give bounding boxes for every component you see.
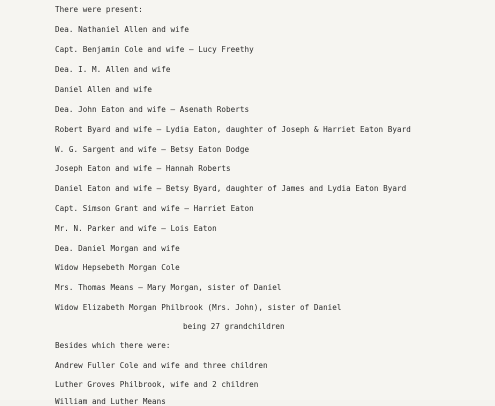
attendee-line: Widow Hepsebeth Morgan Cole [55,263,180,272]
attendee-line: Joseph Eaton and wife – Hannah Roberts [55,164,231,173]
attendee-line: Daniel Eaton and wife – Betsy Byard, daughter of James and Lydia Eaton Byard [55,184,407,193]
attendee-line: Mrs. Thomas Means – Mary Morgan, sister of Daniel [55,283,282,292]
additional-line: Andrew Fuller Cole and wife and three children [55,361,268,370]
attendee-line: Mr. N. Parker and wife – Lois Eaton [55,224,217,233]
attendee-line: Dea. I. M. Allen and wife [55,65,171,74]
attendee-line: Capt. Benjamin Cole and wife – Lucy Freethy [55,45,254,54]
attendee-line: Widow Elizabeth Morgan Philbrook (Mrs. John), sister of Daniel [55,303,342,312]
additional-line: Luther Groves Philbrook, wife and 2 children [55,380,259,389]
attendee-line: Dea. Nathaniel Allen and wife [55,25,190,34]
additional-line: William and Luther Means [55,397,166,406]
grandchildren-count: being 27 grandchildren [183,322,285,331]
besides-heading: Besides which there were: [55,341,171,350]
intro-line: There were present: [55,5,143,14]
attendee-line: Robert Byard and wife – Lydia Eaton, daughter of Joseph & Harriet Eaton Byard [55,125,411,134]
attendee-line: Dea. Daniel Morgan and wife [55,244,180,253]
attendee-line: Dea. John Eaton and wife – Asenath Roberts [55,105,250,114]
attendee-line: W. G. Sargent and wife – Betsy Eaton Dodge [55,145,250,154]
attendee-line: Daniel Allen and wife [55,85,153,94]
attendee-line: Capt. Simson Grant and wife – Harriet Eaton [55,204,254,213]
